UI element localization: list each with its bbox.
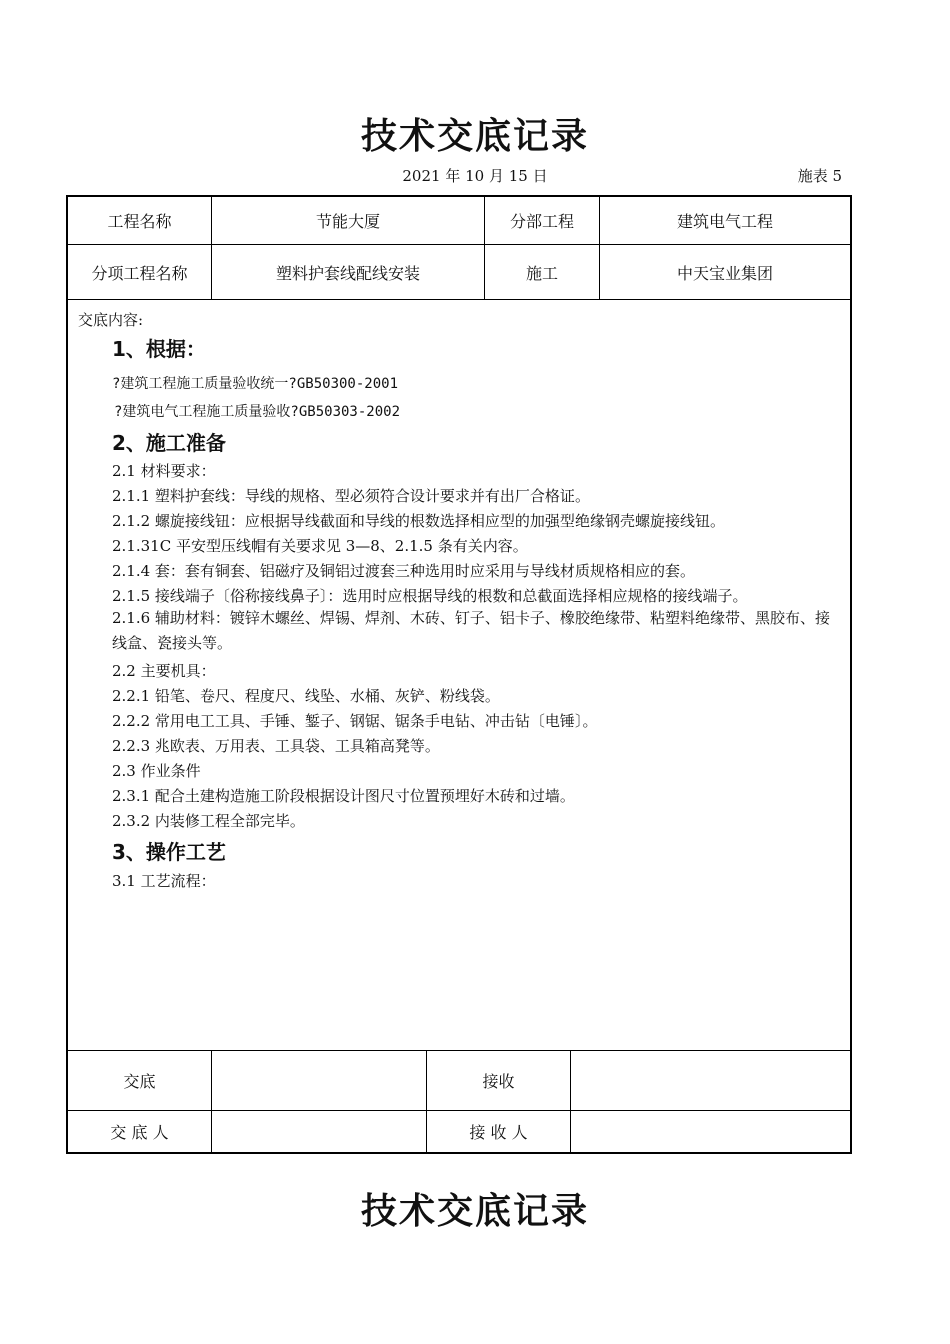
receiver-person-field[interactable] (571, 1111, 850, 1152)
document-title: 技术交底记录 (360, 116, 589, 157)
content-lead: 交底内容: (78, 311, 144, 329)
project-name-value: 节能大厦 (315, 212, 380, 231)
section-heading-basis: 1、根据： (112, 337, 206, 361)
receiver-unit-label: 接收 (482, 1072, 515, 1091)
section-heading-process: 3、操作工艺 (112, 840, 226, 864)
subitem-label: 分项工程名称 (91, 263, 188, 283)
standard-reference: ?建筑工程施工质量验收统一?GB50300-2001 (112, 376, 399, 392)
record-date: 2021 年 10 月 15 日 (402, 167, 548, 185)
subitem-value: 塑料护套线配线安装 (275, 263, 420, 283)
content-line: 2.3.2 内装修工程全部完毕。 (112, 812, 305, 830)
standard-reference: ?建筑电气工程施工质量验收?GB50303-2002 (114, 404, 401, 420)
next-page-title: 技术交底记录 (360, 1191, 589, 1232)
discloser-unit-label: 交底 (123, 1072, 156, 1091)
receiver-person-label: 接 收 人 (469, 1123, 528, 1142)
project-name-label: 工程名称 (107, 212, 172, 231)
content-line: 2.1.6 辅助材料：镀锌木螺丝、焊锡、焊剂、木砖、钉子、铝卡子、橡胶绝缘带、粘塑料绝缘带、黑胶布、接线盒、瓷接头等。 (112, 609, 830, 652)
receiver-unit-field[interactable] (571, 1051, 850, 1110)
content-line: 2.1.5 接线端子〔俗称接线鼻子〕：选用时应根据导线的根数和总截面选择相应规格的接线端子。 (112, 587, 748, 605)
content-line: 2.2.3 兆欧表、万用表、工具袋、工具箱高凳等。 (112, 737, 440, 755)
discloser-person-label: 交 底 人 (110, 1123, 169, 1142)
content-line: 2.3.1 配合土建构造施工阶段根据设计图尺寸位置预埋好木砖和过墙。 (112, 787, 575, 805)
content-line: 2.2.1 铅笔、卷尺、程度尺、线坠、水桶、灰铲、粉线袋。 (112, 687, 500, 705)
content-line: 2.1.31C 平安型压线帽有关要求见 3—8、2.1.5 条有关内容。 (112, 537, 528, 555)
content-line: 2.2.2 常用电工工具、手锤、錾子、钢锯、锯条手电钻、冲击钻〔电锤〕。 (112, 712, 598, 730)
section-heading-preparation: 2、施工准备 (112, 431, 226, 455)
discloser-person-field[interactable] (212, 1111, 426, 1152)
form-number: 施表 5 (797, 167, 842, 185)
contractor-label: 施工 (525, 263, 558, 283)
division-label: 分部工程 (509, 212, 574, 231)
content-line: 3.1 工艺流程： (112, 872, 216, 890)
content-line: 2.2 主要机具： (112, 662, 216, 680)
discloser-unit-field[interactable] (212, 1051, 426, 1110)
division-value: 建筑电气工程 (676, 212, 773, 231)
content-line: 2.1.1 塑料护套线：导线的规格、型必须符合设计要求并有出厂合格证。 (112, 487, 590, 505)
contractor-value: 中天宝业集团 (676, 263, 773, 283)
row-divider (68, 299, 850, 300)
content-line: 2.1 材料要求： (112, 462, 216, 480)
disclosure-content (68, 301, 850, 1049)
record-table (66, 195, 852, 1154)
content-line: 2.1.4 套：套有铜套、铝磁疗及铜铝过渡套三种选用时应采用与导线材质规格相应的套。 (112, 562, 695, 580)
content-line: 2.3 作业条件 (112, 762, 201, 780)
content-line: 2.1.2 螺旋接线钮：应根据导线截面和导线的根数选择相应型的加强型绝缘钢壳螺旋接线钮。 (112, 512, 725, 530)
